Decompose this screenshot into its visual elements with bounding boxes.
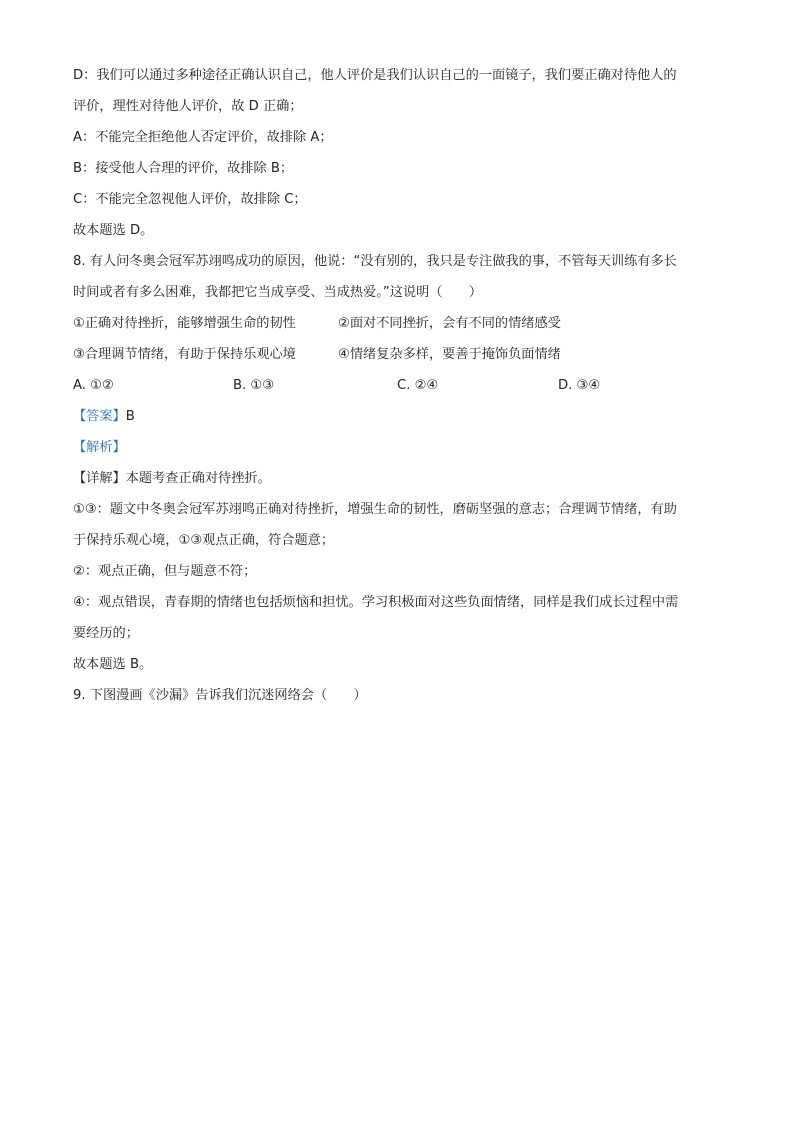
detail-tag: 【详解】: [73, 471, 126, 486]
option-a: A. ①②: [73, 378, 114, 393]
analysis-tag: 【解析】: [73, 440, 126, 455]
prev-conclusion: 故本题选 D。: [73, 223, 154, 238]
answer-value: B: [125, 409, 135, 424]
statement-2: ②面对不同挫折，会有不同的情绪感受: [338, 316, 561, 331]
detail-text: 本题考查正确对待挫折。: [125, 471, 271, 486]
answer-line: [73, 401, 723, 432]
option-d: D. ③④: [558, 378, 601, 393]
analysis-line: [73, 432, 723, 463]
question-8-statements-row1: [73, 308, 723, 339]
explanation-4-line1: ④：观点错误，青春期的情绪也包括烦恼和担忧。学习积极面对这些负面情绪，同样是我们成长过程中需: [73, 595, 679, 610]
document-page: [73, 60, 723, 711]
question-8-stem-line1: 8. 有人问冬奥会冠军苏翊鸣成功的原因，他说：“没有别的，我只是专注做我的事，不管每天训练有多长: [73, 254, 677, 269]
explanation-2: ②：观点正确，但与题意不符；: [73, 564, 257, 579]
prev-option-b: B：接受他人合理的评价，故排除 B；: [73, 161, 294, 176]
option-b: B. ①③: [233, 378, 275, 393]
statement-1: ①正确对待挫折，能够增强生命的韧性: [73, 316, 296, 331]
prev-option-c: C：不能完全忽视他人评价，故排除 C；: [73, 192, 307, 207]
explanation-13-line1: ①③：题文中冬奥会冠军苏翊鸣正确对待挫折，增强生命的韧性，磨砺坚强的意志；合理调节情绪，有助: [73, 502, 677, 517]
explanation-4-line2: 要经历的；: [73, 626, 139, 641]
detail-line: [73, 463, 723, 494]
option-c: C. ②④: [397, 378, 439, 393]
statement-3: ③合理调节情绪，有助于保持乐观心境: [73, 347, 296, 362]
prev-option-d-line2: 评价，理性对待他人评价，故 D 正确；: [73, 99, 303, 114]
question-8-stem-line2: 时间或者有多么困难，我都把它当成享受、当成热爱。”这说明（ ）: [73, 285, 483, 300]
prev-option-a: A：不能完全拒绝他人否定评价，故排除 A；: [73, 130, 333, 145]
question-8-statements-row2: [73, 339, 723, 370]
answer-tag: 【答案】: [73, 409, 126, 424]
question-8-options: [73, 370, 723, 401]
statement-4: ④情绪复杂多样，要善于掩饰负面情绪: [338, 347, 561, 362]
question-8-conclusion: 故本题选 B。: [73, 657, 153, 672]
question-9-stem: 9. 下图漫画《沙漏》告诉我们沉迷网络会（ ）: [73, 688, 367, 703]
explanation-13-line2: 于保持乐观心境，①③观点正确，符合题意；: [73, 533, 335, 548]
prev-option-d-line1: D：我们可以通过多种途径正确认识自己，他人评价是我们认识自己的一面镜子，我们要正确对待他人的: [73, 68, 677, 83]
